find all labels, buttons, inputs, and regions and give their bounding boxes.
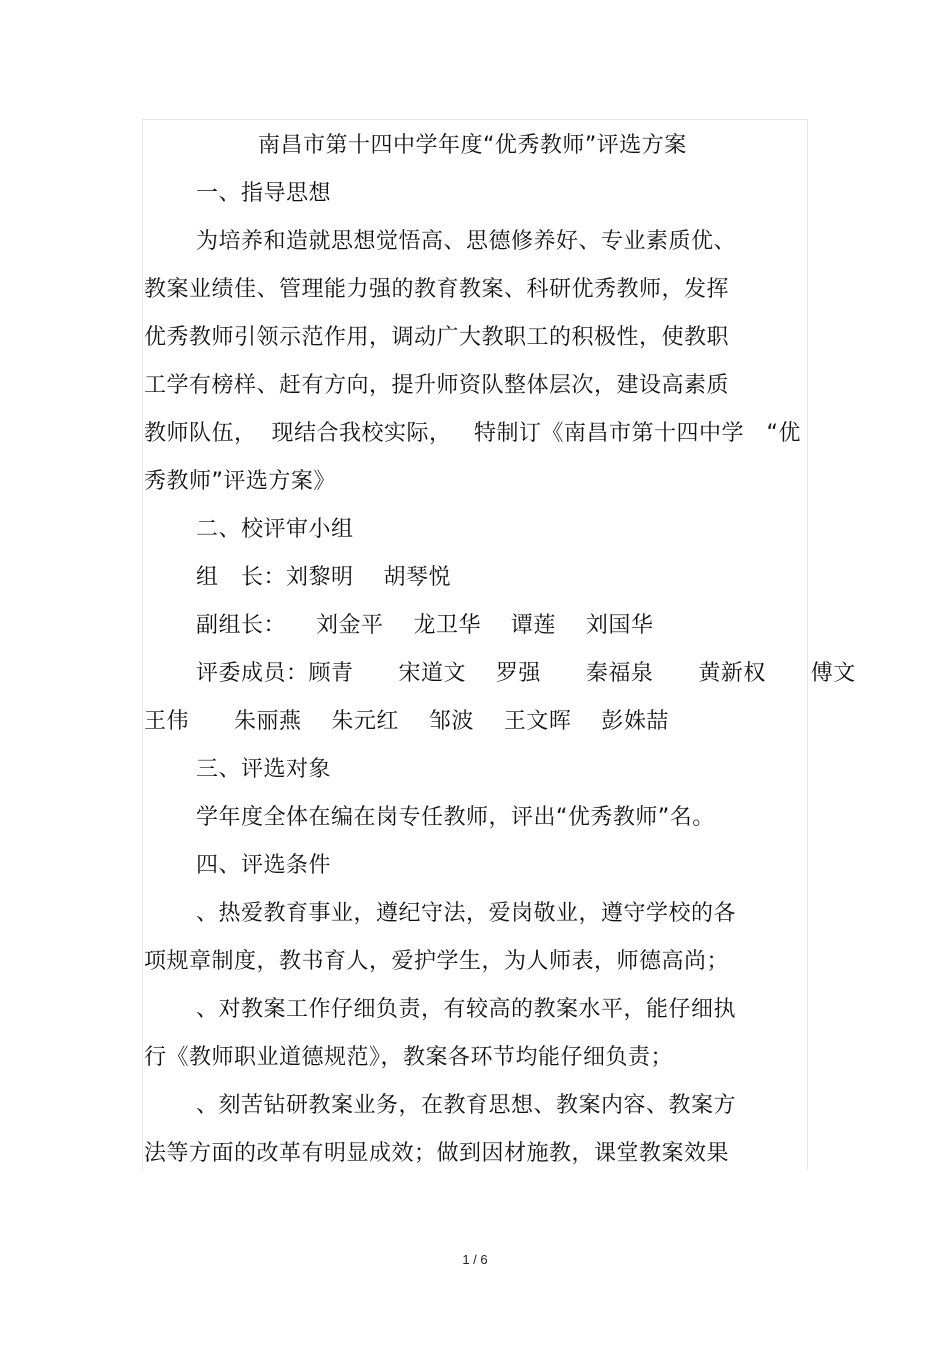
group-leader-line: 组 长：刘黎明 胡琴悦 bbox=[196, 565, 451, 590]
paragraph-line: 教案业绩佳、管理能力强的教育教案、科研优秀教师，发挥 bbox=[144, 277, 730, 302]
criteria-line: 项规章制度，教书育人，爱护学生，为人师表，师德高尚； bbox=[144, 949, 730, 974]
deputy-leader-line: 副组长： 刘金平 龙卫华 谭莲 刘国华 bbox=[196, 613, 654, 638]
criteria-line: 法等方面的改革有明显成效；做到因材施教，课堂教案效果 bbox=[144, 1141, 730, 1166]
section-heading-guiding-ideology: 一、指导思想 bbox=[196, 181, 332, 206]
criteria-line: 、热爱教育事业，遵纪守法，爱岗敬业，遵守学校的各 bbox=[196, 901, 737, 926]
section-heading-review-group: 二、校评审小组 bbox=[196, 517, 354, 542]
page-number: 1 / 6 bbox=[462, 1252, 488, 1267]
criteria-line: 、刻苦钻研教案业务，在教育思想、教案内容、教案方 bbox=[196, 1093, 737, 1118]
committee-members-line: 王伟 朱丽燕 朱元红 邹波 王文晖 彭姝喆 bbox=[144, 709, 669, 734]
paragraph-line: 教师队伍， 现结合我校实际， 特制订《南昌市第十四中学 “优 bbox=[144, 421, 801, 446]
paragraph-line: 秀教师”评选方案》 bbox=[144, 469, 336, 494]
section-heading-selection-criteria: 四、评选条件 bbox=[196, 853, 332, 878]
paragraph-line: 为培养和造就思想觉悟高、思德修养好、专业素质优、 bbox=[196, 229, 737, 254]
committee-members-line: 评委成员：顾青 宋道文 罗强 秦福泉 黄新权 傅文 bbox=[196, 661, 856, 686]
document-title: 南昌市第十四中学年度“优秀教师”评选方案 bbox=[258, 133, 687, 158]
paragraph-line: 工学有榜样、赶有方向，提升师资队整体层次，建设高素质 bbox=[144, 373, 730, 398]
paragraph-line: 学年度全体在编在岗专任教师，评出“优秀教师”名。 bbox=[196, 805, 715, 830]
criteria-line: 、对教案工作仔细负责，有较高的教案水平，能仔细执 bbox=[196, 997, 737, 1022]
section-heading-selection-target: 三、评选对象 bbox=[196, 757, 332, 782]
criteria-line: 行《教师职业道德规范》，教案各环节均能仔细负责； bbox=[144, 1045, 674, 1070]
paragraph-line: 优秀教师引领示范作用，调动广大教职工的积极性，使教职 bbox=[144, 325, 730, 350]
